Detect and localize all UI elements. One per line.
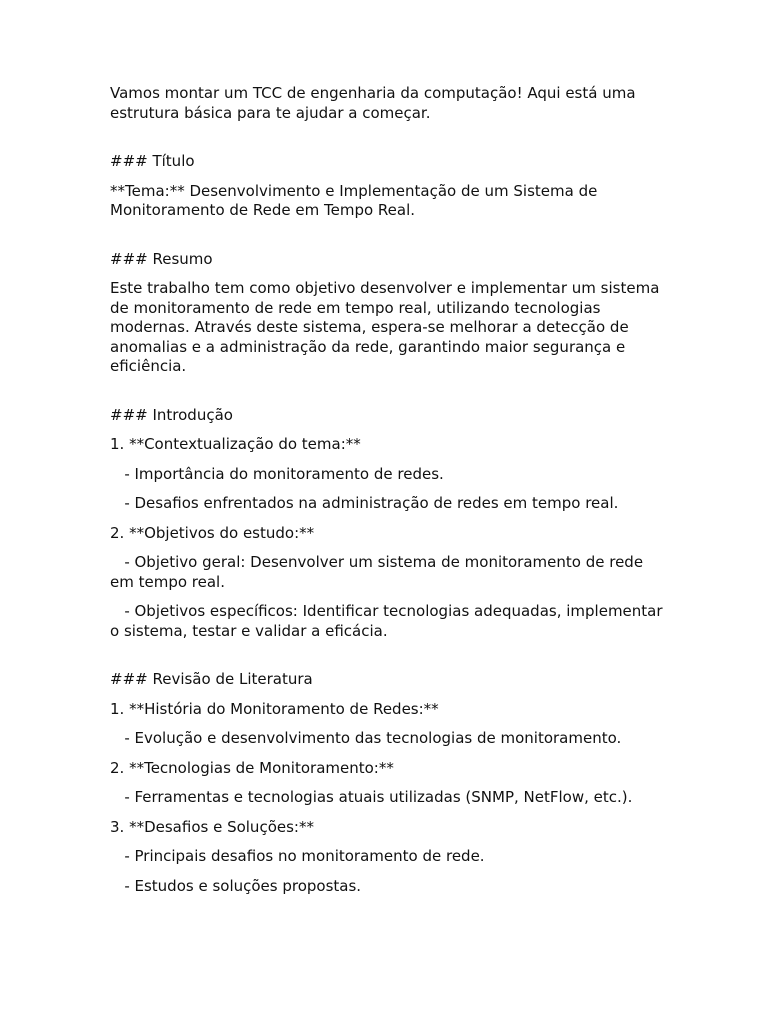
list-subitem: - Objetivo geral: Desenvolver um sistema de monitoramento de rede em tempo real. — [110, 553, 648, 591]
titulo-heading: ### Título — [110, 152, 195, 170]
list-item: 1. **História do Monitoramento de Redes:** — [110, 699, 439, 718]
list-subitem: - Ferramentas e tecnologias atuais utilizadas (SNMP, NetFlow, etc.). — [110, 788, 633, 806]
list-subitem: - Objetivos específicos: Identificar tecnologias adequadas, implementar o sistema, testar e validar a eficácia. — [110, 602, 668, 640]
resumo-paragraph: Este trabalho tem como objetivo desenvolver e implementar um sistema de monitoramento de rede em tempo real, utilizando tecnologias modernas. Através deste sistema, espera-se melhorar a detecção de anomalias e a administração da rede, garantindo maior segurança e eficiência. — [110, 279, 665, 375]
tema-paragraph: **Tema:** Desenvolvimento e Implementação de um Sistema de Monitoramento de Rede em Tempo Real. — [110, 181, 603, 219]
list-subitem: - Principais desafios no monitoramento de rede. — [110, 847, 485, 865]
introducao-heading: ### Introdução — [110, 405, 233, 424]
list-subitem: - Evolução e desenvolvimento das tecnologias de monitoramento. — [110, 729, 622, 747]
list-subitem: - Desafios enfrentados na administração de redes em tempo real. — [110, 494, 619, 512]
list-item: 1. **Contextualização do tema:** — [110, 435, 361, 453]
list-subitem: - Importância do monitoramento de redes. — [110, 464, 444, 483]
revisao-heading: ### Revisão de Literatura — [110, 670, 313, 688]
list-subitem: - Estudos e soluções propostas. — [110, 876, 362, 895]
intro-paragraph: Vamos montar um TCC de engenharia da computação! Aqui está uma estrutura básica para te ajudar a começar. — [110, 84, 641, 122]
document-page — [110, 84, 670, 896]
list-item: 2. **Tecnologias de Monitoramento:** — [110, 758, 394, 777]
resumo-heading: ### Resumo — [110, 249, 213, 268]
list-item: 2. **Objetivos do estudo:** — [110, 523, 315, 542]
list-item: 3. **Desafios e Soluções:** — [110, 817, 314, 836]
